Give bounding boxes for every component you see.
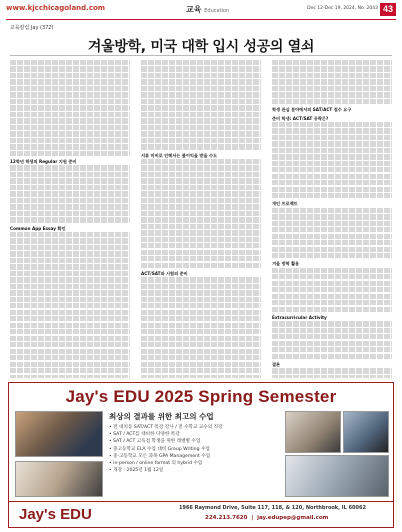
subhead: 개인 프로젝트 (272, 201, 298, 207)
list-item: • 중고등학교 ELA 수업 대비 Group Writing 수업 (109, 446, 223, 453)
headline-rule (10, 55, 392, 56)
ad-photo-group (285, 455, 389, 497)
ad-subtitle: 최상의 결과를 위한 최고의 수업 (109, 412, 214, 421)
ad-address: 1966 Raymond Drive, Suite 117, 118, & 120, Northbrook, IL 60062 (179, 505, 366, 511)
subhead: ACT/SAT와 시험의 준비 (141, 270, 188, 276)
ad-photo-classroom (15, 411, 103, 457)
column-kicker: 교육칼럼 Jay (372) (10, 25, 54, 31)
text-block (272, 122, 392, 199)
masthead (6, 4, 396, 24)
article-headline: 겨울방학, 미국 대학 입시 성공의 열쇠 (87, 39, 315, 55)
advertisement (8, 382, 394, 528)
text-block (272, 368, 392, 378)
list-item: • 개강 : 2025년 1월 12일 (109, 467, 223, 474)
text-block (141, 159, 261, 268)
article-column-2 (141, 60, 261, 378)
section-english: Education (204, 8, 230, 14)
list-item: • 중·고등학교 모든 과목 GPA Management 수업 (109, 453, 223, 460)
text-block (141, 277, 261, 378)
subhead: 12학년 학생의 Regular 지원 준비 (10, 159, 77, 165)
ad-email: jay.edupep@gmail.com (257, 515, 329, 521)
website-url: www.kjcchicagoland.com (6, 4, 106, 12)
article-column-1 (10, 60, 130, 378)
page-number: 43 (380, 3, 396, 16)
text-block (10, 165, 130, 222)
text-block (272, 321, 392, 359)
subhead: 준비 학생: ACT/SAT 공략은? (272, 115, 329, 121)
list-item: • SAT / ACT를 대비한 다양한 특강 (109, 431, 223, 438)
list-item: • SAT / ACT 고득점 학생을 위한 레벨별 수업 (109, 438, 223, 445)
subhead: 겨울 방학 활용 (272, 261, 300, 267)
text-block (141, 60, 261, 150)
subhead: Extracurricular Activity (272, 314, 327, 320)
ad-title: Jay's EDU 2025 Spring Semester (65, 387, 337, 406)
ad-logo: Jay's EDU (19, 506, 92, 523)
issue-info: Dec 12-Dec 19, 2024, No. 2043 (307, 6, 378, 11)
subhead: 서류 미비로 인해서는 불이익을 받을 수도 (141, 152, 218, 158)
header-rule (6, 19, 396, 20)
subhead: Common App Essay 확인 (10, 225, 66, 231)
text-block (272, 60, 392, 104)
ad-footer (9, 501, 393, 527)
text-block (10, 60, 130, 156)
list-item: • 전 대치동 SAT/ACT 특강 강사 / 전 수학교 교수의 직강 (109, 424, 223, 431)
list-item: • in-person / online format 의 hybrid 수업 (109, 460, 223, 467)
section-korean: 교육 (186, 5, 202, 14)
ad-photo-lecture (15, 461, 103, 497)
article-column-3 (272, 60, 392, 378)
ad-bullet-list (109, 424, 223, 474)
text-block (10, 232, 130, 378)
ad-phone: 224.213.7620 (205, 515, 248, 521)
subhead: 결론 (272, 361, 281, 367)
text-block (272, 208, 392, 259)
ad-contact: 224.213.7620 | jay.edupep@gmail.com (205, 515, 329, 521)
ad-photo-student (343, 411, 389, 453)
ad-photo-instructor (285, 411, 341, 453)
subhead: 학생 관심 분야에서의 SAT/ACT 점수 요구 (272, 107, 352, 113)
text-block (272, 268, 392, 312)
section-title (186, 4, 229, 15)
